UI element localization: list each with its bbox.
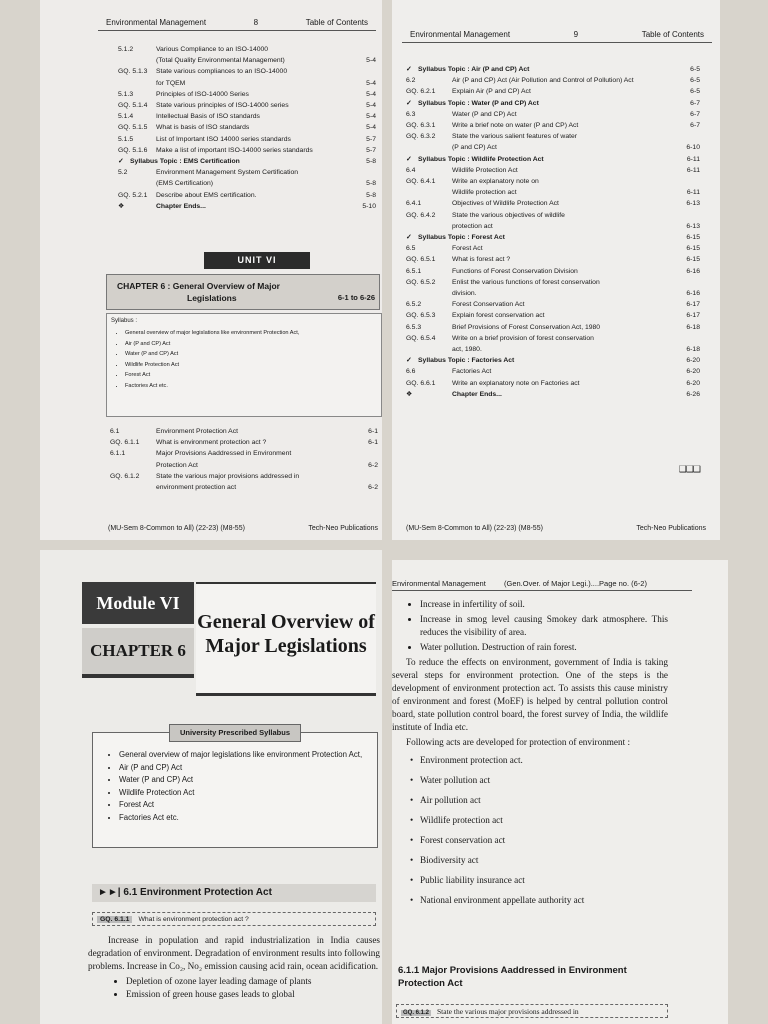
- toc-page: 6-15: [686, 256, 700, 264]
- problem-list: [88, 975, 380, 1001]
- toc-number: ✓: [118, 158, 124, 165]
- list-item: • Increase in smog level causing Smokey dark atmosphere. This reduces the visibility of area.: [420, 613, 668, 639]
- page-header: [98, 16, 376, 31]
- acts-list: [392, 751, 668, 909]
- question-box: [396, 1004, 668, 1018]
- toc-page: 5-8: [366, 180, 376, 188]
- toc-title: act, 1980.: [452, 346, 482, 353]
- toc-number: GQ. 6.4.2: [406, 211, 436, 219]
- toc-title: What is environment protection act ?: [156, 439, 267, 447]
- toc-number: ✓: [406, 155, 412, 163]
- toc-page: 6-1: [368, 439, 378, 447]
- toc-number: 6.1: [110, 428, 120, 435]
- footer-publisher: Tech-Neo Publications: [636, 525, 706, 532]
- toc-title: protection act: [452, 222, 493, 230]
- toc-number: GQ. 6.5.3: [406, 312, 436, 320]
- toc-number: ❖: [406, 390, 413, 398]
- problem-list: [392, 598, 668, 654]
- list-item: • National environment appellate authority act: [420, 891, 668, 909]
- syllabus-heading: University Prescribed Syllabus: [169, 724, 301, 742]
- page-footer: [108, 525, 378, 532]
- body-text: [88, 934, 380, 1001]
- toc-number: 6.5.2: [406, 301, 422, 309]
- toc-title: environment protection act: [156, 484, 237, 491]
- toc-page: 6-11: [686, 166, 700, 174]
- syllabus-item: • Water (P and CP) Act: [119, 774, 371, 787]
- toc-page: 6-16: [686, 267, 700, 275]
- toc-page-8: [40, 0, 382, 540]
- toc-title: Write on a brief provision of forest conservation: [452, 334, 594, 342]
- toc-title: Syllabus Topic : Forest Act: [418, 234, 505, 241]
- syllabus-item: • Forest Act: [119, 799, 371, 812]
- toc-number: 6.5.3: [406, 323, 422, 331]
- toc-title: Air (P and CP) Act (Air Pollution and Control of Pollution) Act: [452, 77, 634, 85]
- toc-title: List of Important ISO 14000 series standards: [156, 135, 291, 143]
- syllabus-item: • Factories Act etc.: [119, 812, 371, 825]
- toc-page: 6-7: [690, 122, 700, 129]
- toc-number: GQ. 6.5.4: [406, 334, 436, 342]
- footer-edition: (MU-Sem 8-Common to All) (22-23) (M8-55): [406, 525, 543, 532]
- toc-title: What is forest act ?: [452, 256, 511, 264]
- toc-page: 6-2: [368, 461, 378, 469]
- list-item: • Water pollution act: [420, 771, 668, 789]
- toc-title: State the various objectives of wildlife: [452, 211, 565, 219]
- toc-number: GQ. 6.3.1: [406, 122, 436, 129]
- question-label: GQ. 6.1.1: [97, 916, 132, 923]
- list-item: • Water pollution. Destruction of rain forest.: [420, 641, 668, 654]
- toc-page: 6-11: [686, 155, 700, 163]
- paragraph: Following acts are developed for protection of environment :: [406, 737, 631, 747]
- toc-title: Environment Management System Certification: [156, 169, 299, 177]
- toc-title: What is basis of ISO standards: [156, 124, 250, 132]
- toc-number: GQ. 6.5.2: [406, 278, 436, 286]
- toc-number: 6.1.1: [110, 450, 126, 458]
- unit-banner: UNIT VI: [204, 252, 310, 269]
- toc-title: Syllabus Topic : Factories Act: [418, 357, 515, 365]
- list-item: • Wildlife protection act: [420, 811, 668, 829]
- toc-title: Factories Act: [452, 368, 492, 376]
- toc-title: Make a list of important ISO-14000 series standards: [156, 146, 313, 154]
- header-section: Table of Contents: [641, 30, 704, 39]
- toc-page: 6-18: [686, 346, 700, 353]
- toc-title: for TQEM: [156, 79, 186, 87]
- toc-number: GQ. 6.6.1: [406, 379, 436, 387]
- syllabus-item: • Forest Act: [125, 370, 299, 381]
- toc-page: 6-15: [686, 245, 700, 253]
- header-title: Environmental Management: [106, 18, 207, 27]
- toc-title: (Total Quality Environmental Management): [156, 57, 285, 65]
- section-heading: 6.1.1 Major Provisions Aaddressed in Environment Protection Act: [398, 965, 627, 989]
- toc-page: 5-8: [366, 158, 376, 165]
- syllabus-list: [113, 328, 299, 391]
- body-text: [392, 598, 668, 911]
- page-number: 8: [253, 18, 259, 27]
- toc-number: 6.2: [406, 77, 416, 85]
- toc-title: Wildlife Protection Act: [452, 166, 518, 174]
- toc-number: 5.1.5: [118, 135, 134, 143]
- toc-number: 6.5.1: [406, 267, 422, 275]
- toc-number: 6.4.1: [406, 200, 422, 208]
- end-mark: ❑❑❑: [678, 464, 700, 474]
- toc-number: 6.3: [406, 110, 416, 118]
- header-title: Environmental Management: [392, 579, 486, 588]
- toc-title: Syllabus Topic : Wildlife Protection Act: [418, 155, 544, 163]
- syllabus-item: • General overview of major legislations like environment Protection Act,: [119, 749, 371, 762]
- paragraph: Increase in population and rapid industrialization in India causes degradation of environment. Degradation of environment results into following problems. Increase in Co₂, No₂ emission causing acid rain, ocean acidification.: [88, 935, 380, 971]
- toc-page: 6-20: [686, 357, 700, 365]
- toc-number: GQ. 5.1.6: [118, 146, 148, 154]
- toc-number: GQ. 6.3.2: [406, 133, 436, 141]
- page-header: [392, 578, 692, 591]
- list-item: • Environment protection act.: [420, 751, 668, 769]
- toc-number: ✓: [406, 357, 412, 365]
- toc-title: State various compliances to an ISO-14000: [156, 68, 288, 76]
- toc-page: 5-4: [366, 57, 376, 65]
- toc-number: 6.4: [406, 166, 416, 174]
- toc-title: Major Provisions Aaddressed in Environment: [156, 450, 292, 458]
- syllabus-item: • General overview of major legislations like environment Protection Act,: [125, 328, 299, 339]
- toc-page: 6-7: [690, 110, 700, 118]
- syllabus-heading: Syllabus :: [111, 318, 138, 324]
- section-title: 6.1 Environment Protection Act: [123, 887, 272, 898]
- syllabus-box: [106, 313, 382, 417]
- section-arrow-icon: ►►|: [98, 887, 124, 898]
- list-item: • Public liability insurance act: [420, 871, 668, 889]
- toc-number: GQ. 5.1.4: [118, 102, 148, 109]
- syllabus-item: • Wildlife Protection Act: [125, 360, 299, 371]
- toc-number: GQ. 5.1.3: [118, 68, 148, 76]
- toc-title: (EMS Certification): [156, 180, 214, 188]
- toc-title: Write a brief note on water (P and CP) Act: [452, 122, 579, 129]
- university-syllabus-box: [92, 728, 378, 848]
- toc-title: Forest Act: [452, 245, 483, 253]
- toc-page: 6-17: [686, 312, 700, 320]
- toc-title: Various Compliance to an ISO-14000: [156, 46, 269, 53]
- toc-page: 5-4: [366, 102, 376, 109]
- toc-title: Intellectual Basis of ISO standards: [156, 113, 260, 121]
- chapter-title: General Overview of Major Legislations: [196, 582, 376, 696]
- syllabus-item: • Wildlife Protection Act: [119, 787, 371, 800]
- toc-title: Forest Conservation Act: [452, 301, 525, 309]
- toc-page: 6-1: [368, 428, 378, 435]
- toc-title: division.: [452, 290, 477, 297]
- syllabus-item: • Air (P and CP) Act: [119, 762, 371, 775]
- toc-page: 6-11: [686, 189, 700, 197]
- page-footer: [406, 525, 706, 532]
- toc-page: 6-17: [686, 301, 700, 309]
- toc-title: Syllabus Topic : Air (P and CP) Act: [418, 66, 530, 73]
- toc-page-9: [392, 0, 720, 540]
- section-heading: [92, 884, 376, 902]
- toc-page: 6-5: [690, 88, 700, 96]
- toc-title: Explain forest conservation act: [452, 312, 545, 320]
- chapter-label: CHAPTER 6: [82, 628, 194, 678]
- list-item: • Forest conservation act: [420, 831, 668, 849]
- list-item: • Emission of green house gases leads to global: [126, 988, 380, 1001]
- toc-number: 5.2: [118, 169, 128, 177]
- page-number: 9: [573, 30, 579, 39]
- toc-page: 6-20: [686, 368, 700, 376]
- toc-title: Objectives of Wildlife Protection Act: [452, 200, 559, 208]
- toc-title: Protection Act: [156, 461, 198, 469]
- toc-number: GQ. 6.1.1: [110, 439, 140, 447]
- toc-title: (P and CP) Act: [452, 144, 497, 152]
- toc-page: 6-18: [686, 323, 700, 331]
- footer-edition: (MU-Sem 8-Common to All) (22-23) (M8-55): [108, 525, 245, 532]
- toc-page: 6-26: [686, 390, 700, 398]
- toc-page: 5-4: [366, 113, 376, 121]
- footer-publisher: Tech-Neo Publications: [308, 525, 378, 532]
- list-item: • Depletion of ozone layer leading damage of plants: [126, 975, 380, 988]
- toc-number: ✓: [406, 234, 412, 241]
- list-item: • Increase in infertility of soil.: [420, 598, 668, 611]
- toc-page: 6-16: [686, 290, 700, 297]
- toc-page: 5-7: [366, 135, 376, 143]
- toc-page: 5-4: [366, 79, 376, 87]
- syllabus-item: • Water (P and CP) Act: [125, 349, 299, 360]
- toc-number: 5.1.2: [118, 46, 134, 53]
- toc-title: State the various major provisions addressed in: [156, 472, 300, 480]
- syllabus-item: • Air (P and CP) Act: [125, 339, 299, 350]
- toc-number: 6.5: [406, 245, 416, 253]
- toc-title: Brief Provisions of Forest Conservation Act, 1980: [452, 323, 601, 331]
- toc-title: Chapter Ends...: [156, 202, 206, 210]
- toc-page: 6-13: [686, 200, 700, 208]
- toc-title: Describe about EMS certification.: [156, 191, 257, 199]
- paragraph: To reduce the effects on environment, government of India is taking several steps for environment protection. One of the steps is the development of environment protection act. To assists this cause ministry of environment and forest (MoEF) is helped by central pollution control board, state pollution control board, the forest survey of India, the wildlife institute of India etc.: [392, 657, 668, 732]
- toc-number: GQ. 6.4.1: [406, 178, 436, 185]
- toc-number: GQ. 5.2.1: [118, 191, 148, 199]
- toc-page: 6-20: [686, 379, 700, 387]
- toc-number: 5.1.3: [118, 90, 134, 98]
- toc-title: State various principles of ISO-14000 series: [156, 102, 289, 109]
- chapter-box: [106, 274, 380, 310]
- toc-title: Chapter Ends...: [452, 390, 502, 398]
- toc-number: ✓: [406, 66, 412, 73]
- toc-title: Water (P and CP) Act: [452, 110, 517, 118]
- toc-number: ✓: [406, 99, 412, 107]
- chapter-opening-page: [40, 550, 382, 1024]
- page-header: [402, 28, 712, 43]
- question-box: [92, 912, 376, 926]
- syllabus-item: • Factories Act etc.: [125, 381, 299, 392]
- toc-number: GQ. 6.5.1: [406, 256, 436, 264]
- module-label: Module VI: [82, 582, 194, 624]
- toc-number: 6.6: [406, 368, 416, 376]
- toc-page: 5-7: [366, 146, 376, 154]
- toc-page: 6-7: [690, 99, 700, 107]
- chapter-title-line2: Legislations: [187, 293, 237, 303]
- toc-title: Environment Protection Act: [156, 428, 238, 435]
- toc-title: State the various salient features of water: [452, 133, 578, 141]
- toc-number: GQ. 5.1.5: [118, 124, 148, 132]
- toc-page: 6-5: [690, 66, 700, 73]
- toc-number: ❖: [118, 202, 125, 210]
- toc-number: GQ. 6.2.1: [406, 88, 436, 96]
- toc-page: 6-13: [686, 222, 700, 230]
- toc-title: Write an explanatory note on: [452, 178, 539, 185]
- toc-title: Syllabus Topic : Water (P and CP) Act: [418, 99, 539, 107]
- toc-title: Enlist the various functions of forest conservation: [452, 278, 600, 286]
- list-item: • Biodiversity act: [420, 851, 668, 869]
- header-section: Table of Contents: [305, 18, 368, 27]
- toc-number: GQ. 6.1.2: [110, 472, 140, 480]
- question-text: State the various major provisions addressed in: [437, 1007, 579, 1016]
- toc-page: 5-4: [366, 90, 376, 98]
- header-page-ref: (Gen.Over. of Major Legi.)....Page no. (6-2): [504, 579, 647, 588]
- toc-title: Explain Air (P and CP) Act: [452, 88, 531, 96]
- toc-title: Principles of ISO-14000 Series: [156, 90, 249, 98]
- list-item: • Air pollution act: [420, 791, 668, 809]
- toc-page: 5-4: [366, 124, 376, 132]
- header-title: Environmental Management: [410, 30, 511, 39]
- toc-title: Functions of Forest Conservation Division: [452, 267, 578, 275]
- toc-page: 6-2: [368, 484, 378, 491]
- toc-number: 5.1.4: [118, 113, 134, 121]
- question-label: GQ. 6.1.2: [403, 1010, 430, 1016]
- question-text: What is environment protection act ?: [138, 916, 249, 923]
- toc-title: Wildlife protection act: [452, 189, 517, 197]
- toc-page: 6-15: [686, 234, 700, 241]
- toc-title: Write an explanatory note on Factories act: [452, 379, 580, 387]
- toc-page: 6-5: [690, 77, 700, 85]
- toc-title: Syllabus Topic : EMS Certification: [130, 158, 240, 165]
- toc-page: 6-10: [686, 144, 700, 152]
- toc-page: 5-10: [362, 202, 376, 210]
- syllabus-list: [103, 749, 371, 824]
- content-page-6-2: [392, 560, 728, 1024]
- chapter-pages: 6-1 to 6-26: [337, 293, 375, 302]
- chapter-title-line1: CHAPTER 6 : General Overview of Major: [117, 281, 280, 291]
- toc-page: 5-8: [366, 191, 376, 199]
